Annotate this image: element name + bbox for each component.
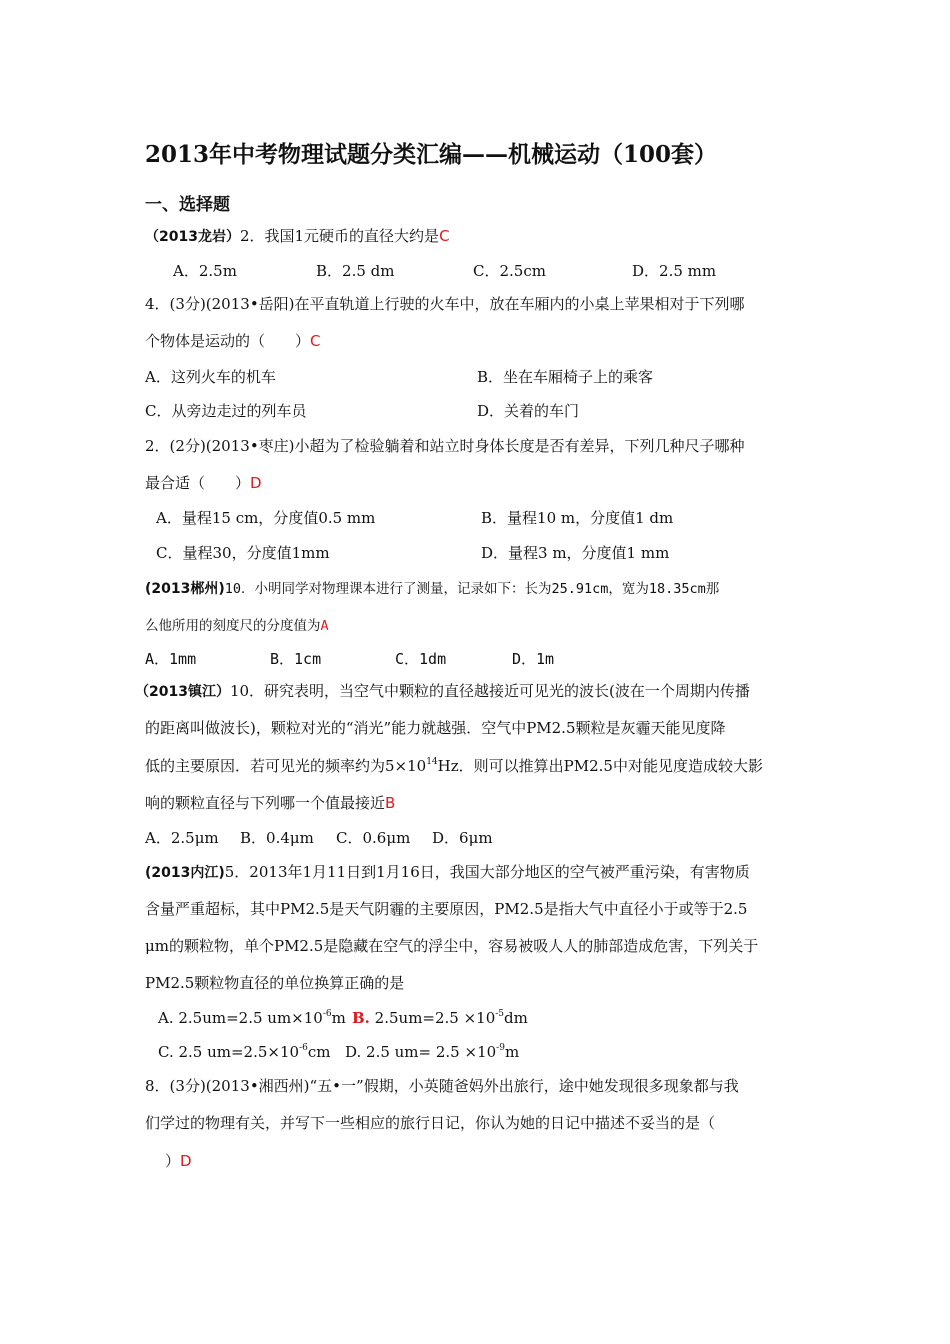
question-source: (2013内江) — [145, 865, 225, 881]
question-6-line-4: PM2.5颗粒物直径的单位换算正确的是 — [145, 974, 405, 992]
question-6-line-1 — [145, 862, 750, 883]
question-source: (2013郴州) — [145, 581, 225, 597]
question-text: 响的颗粒直径与下列哪一个值最接近 — [145, 794, 386, 812]
option-c: C．量程30，分度值1mm — [156, 544, 330, 562]
question-text: 最合适（ ） — [145, 474, 251, 492]
question-3-line-2 — [145, 473, 262, 493]
option-c: C．2.5cm — [473, 262, 546, 280]
question-7-line-2: 们学过的物理有关，并写下一些相应的旅行日记，你认为她的日记中描述不妥当的是（ — [145, 1114, 716, 1132]
exponent: -5 — [495, 1009, 505, 1019]
answer-mark: C — [439, 227, 450, 245]
answer-mark: D — [180, 1152, 192, 1170]
section-heading: 一、选择题 — [145, 195, 230, 215]
option-b: B．量程10 m，分度值1 dm — [481, 509, 674, 527]
question-6-line-3: μm的颗粒物，单个PM2.5是隐藏在空气的浮尘中，容易被吸人人的肺部造成危害，下列关于 — [145, 937, 759, 955]
option-d: D．1m — [512, 650, 555, 668]
answer-mark: D — [250, 474, 262, 492]
option-text: dm — [504, 1009, 528, 1027]
answer-mark: B — [385, 794, 396, 812]
option-a: A．2.5m — [173, 262, 237, 280]
question-7-line-1: 8．(3分)(2013•湘西州)“五•一”假期，小英随爸妈外出旅行，途中她发现很多现象都与我 — [145, 1077, 739, 1095]
page-title: 2013年中考物理试题分类汇编——机械运动（100套） — [145, 141, 718, 168]
exponent: 14 — [426, 757, 438, 767]
option-c: C．从旁边走过的列车员 — [145, 402, 307, 420]
question-2-line-2 — [145, 331, 321, 351]
question-text: ） — [150, 1152, 181, 1170]
option-b — [352, 1008, 528, 1028]
question-text: 个物体是运动的（ ） — [145, 332, 311, 350]
option-a — [158, 1008, 346, 1028]
option-text: m — [331, 1009, 346, 1027]
question-text: 10．研究表明，当空气中颗粒的直径越接近可见光的波长(波在一个周期内传播 — [229, 682, 750, 700]
option-text: A. 2.5um=2.5 um×10 — [158, 1009, 323, 1027]
question-text: 5．2013年1月11日到1月16日，我国大部分地区的空气被严重污染，有害物质 — [224, 863, 750, 881]
question-text: Hz．则可以推算出PM2.5中对能见度造成较大影 — [437, 757, 763, 775]
question-5-line-2: 的距离叫做波长)，颗粒对光的“消光”能力就越强．空气中PM2.5颗粒是灰霾天能见度降 — [145, 719, 726, 737]
question-source: （2013镇江） — [135, 684, 230, 700]
question-text: 低的主要原因．若可见光的频率约为5×10 — [145, 757, 427, 775]
option-d: D．关着的车门 — [477, 402, 580, 420]
question-7-line-3 — [150, 1151, 192, 1171]
question-5-line-3 — [145, 756, 763, 776]
question-text: 么他所用的刻度尺的分度值为 — [145, 618, 321, 634]
option-a: A．1mm — [145, 650, 197, 668]
question-5-line-1 — [135, 681, 750, 702]
exponent: -6 — [299, 1043, 308, 1053]
question-text: 10．小明同学对物理课本进行了测量，记录如下：长为25.91cm，宽为18.35cm那 — [224, 581, 720, 597]
question-4-line-1 — [145, 578, 719, 599]
option-b: B．0.4μm — [240, 829, 314, 847]
option-d: D．量程3 m，分度值1 mm — [481, 544, 670, 562]
question-4-line-2 — [145, 615, 329, 636]
option-a: A．2.5μm — [145, 829, 219, 847]
option-text: 2.5um=2.5 ×10 — [369, 1009, 496, 1027]
option-a: A．这列火车的机车 — [145, 368, 276, 386]
option-d: D．6μm — [432, 829, 493, 847]
question-1 — [145, 226, 450, 247]
option-text: C. 2.5 um=2.5×10 — [158, 1043, 300, 1061]
question-source: （2013龙岩） — [145, 229, 240, 245]
option-text: m — [504, 1043, 520, 1061]
option-b: B．坐在车厢椅子上的乘客 — [477, 368, 654, 386]
question-5-line-4 — [145, 793, 395, 813]
exponent: -9 — [496, 1043, 505, 1053]
option-d — [345, 1042, 519, 1062]
option-c: C．0.6μm — [336, 829, 411, 847]
option-c — [158, 1042, 330, 1062]
answer-mark: C — [310, 332, 321, 350]
answer-mark: A — [320, 618, 329, 634]
option-text: cm — [307, 1043, 331, 1061]
question-3-line-1: 2．(2分)(2013•枣庄)小超为了检验躺着和站立时身体长度是否有差异，下列几种尺子哪种 — [145, 437, 745, 455]
option-d: D．2.5 mm — [632, 262, 717, 280]
exponent: -6 — [322, 1009, 332, 1019]
question-6-line-2: 含量严重超标，其中PM2.5是天气阴霾的主要原因，PM2.5是指大气中直径小于或等于2.5 — [145, 900, 748, 918]
answer-mark: B. — [352, 1009, 370, 1027]
option-text: D. 2.5 um= 2.5 ×10 — [345, 1043, 497, 1061]
question-text: 2．我国1元硬币的直径大约是 — [239, 227, 440, 245]
question-2-line-1: 4．(3分)(2013•岳阳)在平直轨道上行驶的火车中，放在车厢内的小桌上苹果相对于下列哪 — [145, 295, 745, 313]
option-a: A．量程15 cm，分度值0.5 mm — [156, 509, 376, 527]
option-b: B．1cm — [270, 650, 322, 668]
option-b: B．2.5 dm — [316, 262, 395, 280]
option-c: C．1dm — [395, 650, 447, 668]
